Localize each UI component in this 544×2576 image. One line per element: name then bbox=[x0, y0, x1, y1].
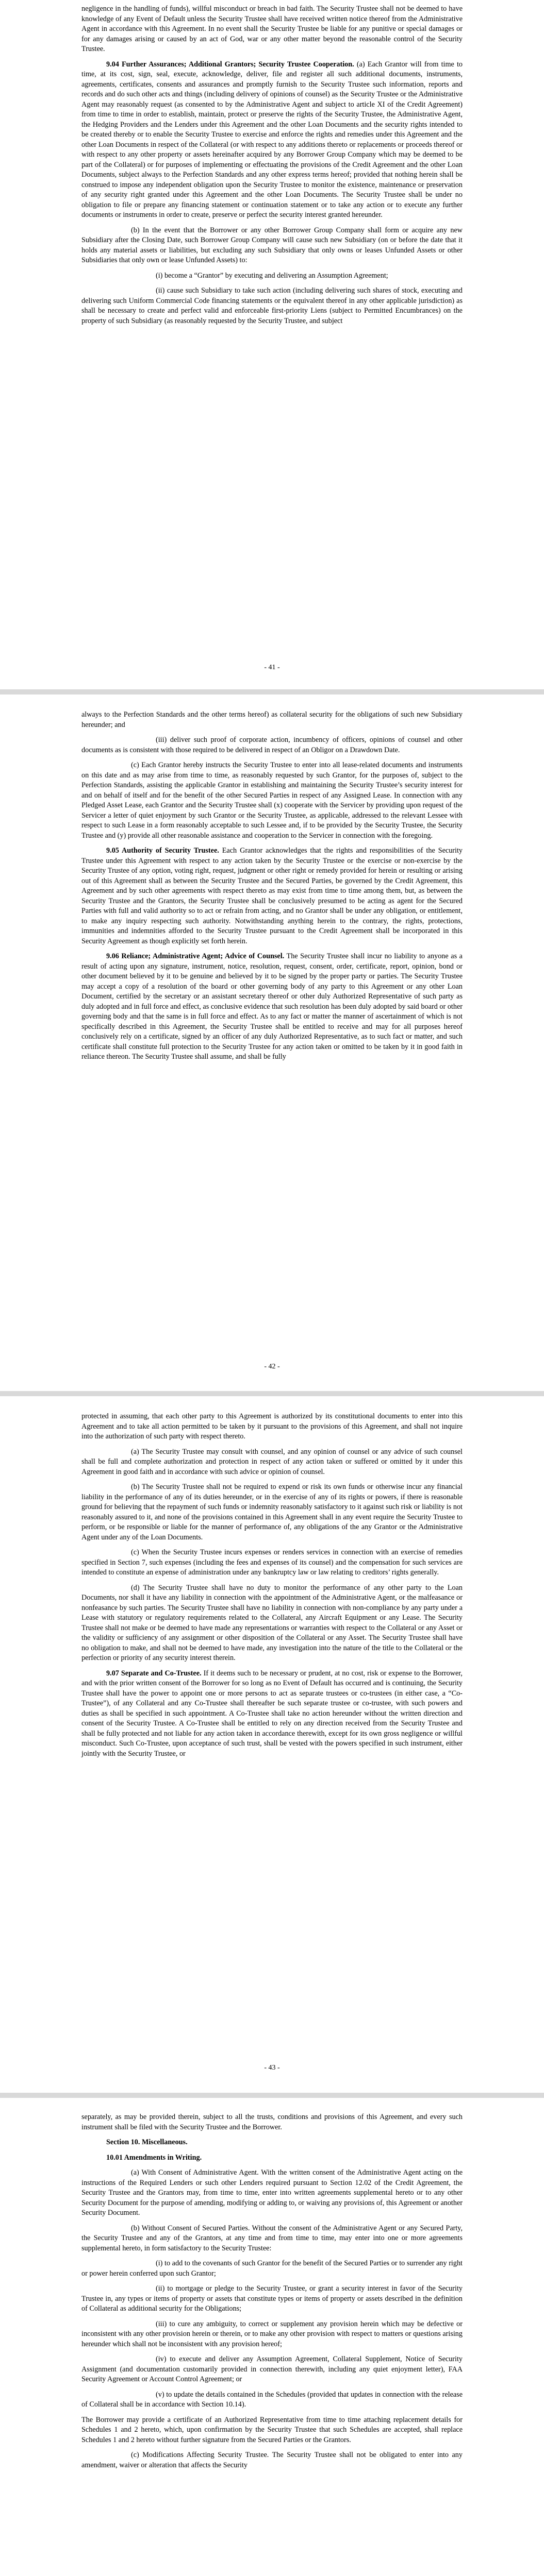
section-heading: 9.06 Reliance; Administrative Agent; Advice of Counsel. bbox=[106, 952, 285, 960]
page-41 bbox=[0, 4, 544, 331]
page-43 bbox=[0, 1412, 544, 1764]
page-number: - 42 - bbox=[264, 1363, 280, 1370]
paragraph: (iii) to cure any ambiguity, to correct or supplement any provision herein which may be defective or inconsistent with any other provision herein or therein, or to make any other provision with respect to matters or questions arising hereunder which shall not be inconsistent with any provision hereof; bbox=[81, 2319, 463, 2348]
section-heading: Section 10. Miscellaneous. bbox=[106, 2138, 188, 2146]
section-10-heading bbox=[81, 2138, 463, 2148]
paragraph-9-06 bbox=[81, 952, 463, 1062]
page-44 bbox=[0, 2112, 544, 2476]
paragraph: (c) When the Security Trustee incurs expenses or renders services in connection with an exercise of remedies specified in Section 7, such expenses (including the fees and expenses of its counsel) and the compensation for such services are intended to constitute an expense of administration under any bankruptcy law or law relating to creditors’ rights generally. bbox=[81, 1548, 463, 1577]
page-separator bbox=[0, 1391, 544, 1396]
paragraph: (v) to update the details contained in the Schedules (provided that updates in connection with the release of Collateral shall be in accordance with Section 10.14). bbox=[81, 2390, 463, 2409]
section-10-01-heading bbox=[81, 2153, 463, 2163]
paragraph-text: The Security Trustee shall incur no liability to anyone as a result of acting upon any signature, instrument, notice, resolution, request, consent, order, certificate, report, opinion, bond or other document believed by it to be genuine and believed by it to be signed by the proper party or parties. The Security Trustee may accept a copy of a resolution of the board or other governing body of any party to this Agreement or any other Loan Document, certified by the secretary or an assistant secretary thereof or other duly Authorized Representative of such party as duly adopted and in full force and effect, as conclusive evidence that such resolution has been duly adopted by said board or other governing body and that the same is in full force and effect. As to any fact or matter the manner of ascertainment of which is not specifically described in this Agreement, the Security Trustee shall be entitled to receive and may for all purposes hereof conclusively rely on a certificate, signed by an officer of any duly Authorized Representative, as to such fact or matter, and such certificate shall constitute full protection to the Security Trustee for any action taken or omitted to be taken by it in good faith in reliance thereon. The Security Trustee shall assume, and shall be fully bbox=[81, 952, 463, 1061]
paragraph: (b) Without Consent of Secured Parties. Without the consent of the Administrative Agent or any Secured Party, the Security Trustee and any of the Grantors, at any time and from time to time, may enter into one or more agreements supplemental hereto, in form satisfactory to the Security Trustee: bbox=[81, 2224, 463, 2252]
paragraph: (ii) to mortgage or pledge to the Security Trustee, or grant a security interest in favor of the Security Trustee in, any types or items of property or assets that constitute types or items of property or assets described in the definition of Collateral as additional security for the Obligations; bbox=[81, 2284, 463, 2313]
paragraph: (i) become a “Grantor” by executing and delivering an Assumption Agreement; bbox=[156, 271, 388, 280]
paragraph: (b) The Security Trustee shall not be required to expend or risk its own funds or otherwise incur any financial liability in the performance of any of its duties hereunder, or in the exercise of any of its rights or powers, if there is reasonable ground for believing that the repayment of such funds or indemnity reasonably satisfactory to it against such risk or liability is not reasonably assured to it, and none of the provisions contained in this Agreement shall in any event require the Security Trustee to perform, or be responsible or liable for the manner of performance of, any obligations of the any Grantor or the Administrative Agent under any of the Loan Documents. bbox=[81, 1483, 463, 1541]
paragraph: (a) With Consent of Administrative Agent. With the written consent of the Administrative Agent acting on the instructions of the Required Lenders or such other Lenders required pursuant to Section 12.02 of the Credit Agreement, the Security Trustee and the Grantors may, from time to time, enter into written agreements supplemental hereto or to any other Security Document for the purpose of amending, modifying or adding to, or waiving any provisions of, this Agreement or another Security Document. bbox=[81, 2168, 463, 2217]
section-heading: 10.01 Amendments in Writing. bbox=[106, 2153, 202, 2162]
paragraph: (i) to add to the covenants of such Grantor for the benefit of the Secured Parties or to surrender any right or power herein conferred upon such Grantor; bbox=[81, 2259, 463, 2278]
paragraph: (iv) to execute and deliver any Assumption Agreement, Collateral Supplement, Notice of Security Assignment (and documentation customarily provided in connection therewith, including any quiet enjoyment letter), FAA Security Agreement or Account Control Agreement; or bbox=[81, 2355, 463, 2383]
paragraph-text: Each Grantor acknowledges that the rights and responsibilities of the Security Trustee under this Agreement with respect to any action taken by the Security Trustee or the exercise or non-exercise by the Security Trustee of any option, voting right, request, judgment or other right or remedy provided for herein or resulting or arising out of this Agreement shall as between the Security Trustee and the Secured Parties, be governed by the Credit Agreement, this Agreement and by such other agreements with respect thereto as may exist from time to time among them, but, as between the Security Trustee and the Grantors, the Security Trustee shall be conclusively presumed to be acting as agent for the Secured Parties with full and valid authority so to act or refrain from acting, and no Grantor shall be under any obligation, or entitlement, to make any inquiry respecting such authority. Notwithstanding anything herein to the contrary, the rights, protections, immunities and indemnities afforded to the Security Trustee pursuant to the Credit Agreement shall be incorporated in this Security Agreement as though explicitly set forth herein. bbox=[81, 846, 463, 945]
section-heading: 9.07 Separate and Co-Trustee. bbox=[106, 1669, 202, 1677]
page-number: - 43 - bbox=[264, 2064, 280, 2072]
page-separator bbox=[0, 2093, 544, 2098]
section-heading: 9.05 Authority of Security Trustee. bbox=[106, 846, 219, 855]
paragraph-text: (a) Each Grantor will from time to time, at its cost, sign, seal, execute, acknowledge, deliver, file and register all such additional documents, instruments, agreements, certificates, consents and assurances and promptly furnish to the Security Trustee such information, reports and records and do such other acts and things (including delivery of opinions of counsel) as the Security Trustee or the Administrative Agent may reasonably request (as consented to by the Administrative Agent and subject to article XI of the Credit Agreement) from time to time in order to establish, maintain, protect or preserve the rights of the Security Trustee, the Administrative Agent, the Hedging Providers and the Lenders under this Agreement and the other Loan Documents and the security rights intended to be created thereby or to enable the Security Trustee to exercise and enforce the rights and remedies under this Agreement and the other Loan Documents in respect of the Collateral (or with respect to any additions thereto or replacements or proceeds thereof or with respect to any other property or assets hereinafter acquired by any Borrower Group Company which may be deemed to be part of the Collateral) or for purposes of implementing or effectuating the provisions of the Credit Agreement and the other Loan Documents, subject always to the Perfection Standards and any other express terms hereof; provided that nothing herein shall be construed to impose any independent obligation upon the Security Trustee to monitor the existence, maintenance or preservation of any security right granted under this Agreement and the other Loan Documents. The Security Trustee shall be under no obligation to file or prepare any financing statement or continuation statement or to take any action or to execute any further documents or instruments in order to create, preserve or perfect the security interest granted hereunder. bbox=[81, 60, 463, 219]
paragraph: (b) In the event that the Borrower or any other Borrower Group Company shall form or acquire any new Subsidiary after the Closing Date, such Borrower Group Company will cause such new Subsidiary (on or before the date that it holds any material assets or liabilities, but excluding any such Subsidiary that only owns or leases Unfunded Assets or other Subsidiaries that only own or lease Unfunded Assets) to: bbox=[81, 226, 463, 264]
paragraph: separately, as may be provided therein, subject to all the trusts, conditions and provisions of this Agreement, and every such instrument shall be filed with the Security Trustee and the Borrower. bbox=[81, 2113, 463, 2131]
paragraph-9-07 bbox=[81, 1669, 463, 1759]
paragraph: (ii) cause such Subsidiary to take such action (including delivering such shares of stock, executing and delivering such Uniform Commercial Code financing statements or the equivalent thereof in any other applicable jurisdiction) as shall be necessary to create and perfect valid and enforceable first-priority Liens (subject to Permitted Encumbrances) on the property of such Subsidiary (as reasonably requested by the Security Trustee, and subject bbox=[81, 286, 463, 325]
paragraph-9-04 bbox=[81, 60, 463, 221]
paragraph-9-05 bbox=[81, 846, 463, 946]
page-number: - 41 - bbox=[264, 664, 280, 671]
paragraph: (c) Modifications Affecting Security Trustee. The Security Trustee shall not be obligated to enter into any amendment, waiver or alteration that affects the Security bbox=[81, 2451, 463, 2469]
page-separator bbox=[0, 689, 544, 694]
paragraph: negligence in the handling of funds), willful misconduct or breach in bad faith. The Security Trustee shall not be deemed to have knowledge of any Event of Default unless the Security Trustee shall have received written notice thereof from the Administrative Agent in accordance with this Agreement. In no event shall the Security Trustee be liable for any punitive or special damages or for any damages arising or caused by an act of God, war or any other matter beyond the reasonable control of the Security Trustee. bbox=[81, 5, 463, 53]
paragraph: (c) Each Grantor hereby instructs the Security Trustee to enter into all lease-related documents and instruments on this date and as may arise from time to time, as reasonably requested by such Grantor, for the purposes of, subject to the Perfection Standards, assisting the applicable Grantor in establishing and maintaining the Security Trustee’s security interest for and on behalf of itself and for the benefit of the other Secured Parties in respect of any Assigned Lease. In connection with any Pledged Asset Lease, each Grantor and the Security Trustee shall (x) cooperate with the Servicer by providing upon request of the Servicer a letter of quiet enjoyment by such Grantor or the Security Trustee, as applicable, addressed to the relevant Lessee with respect to such Lease in a form reasonably acceptable to such Lessee and, if to be provided by the Security Trustee, the Security Trustee and (y) provide all other reasonable assistance and cooperation to the Servicer in connection with the foregoing. bbox=[81, 761, 463, 840]
paragraph: protected in assuming, that each other party to this Agreement is authorized by its constitutional documents to enter into this Agreement and to take all action permitted to be taken by it pursuant to the provisions of this Agreement, and shall not inquire into the authorization of such party with respect thereto. bbox=[81, 1412, 463, 1440]
page-42 bbox=[0, 710, 544, 1067]
paragraph-text: If it deems such to be necessary or prudent, at no cost, risk or expense to the Borrower, and with the prior written consent of the Borrower for so long as no Event of Default has occurred and is continuing, the Security Trustee shall have the power to appoint one or more persons to act as separate trustees or co-trustees (in either case, a “Co-Trustee”), of any Collateral and any Co-Trustee shall thereafter be such separate trustee or co-trustee, with such powers and duties as shall be specified in such appointment. A Co-Trustee shall take no action hereunder without the written direction and consent of the Security Trustee. A Co-Trustee shall be entitled to rely on any direction received from the Security Trustee and shall be fully protected and not liable for any action taken in accordance therewith, except for its own gross negligence or willful misconduct. Such Co-Trustee, upon acceptance of such trust, shall be vested with the powers specified in such instrument, either jointly with the Security Trustee, or bbox=[81, 1669, 463, 1758]
section-heading: 9.04 Further Assurances; Additional Grantors; Security Trustee Cooperation. bbox=[106, 60, 354, 69]
paragraph: (a) The Security Trustee may consult with counsel, and any opinion of counsel or any advice of such counsel shall be full and complete authorization and protection in respect of any action taken or suffered or omitted by it under this Agreement in good faith and in accordance with such advice or opinion of counsel. bbox=[81, 1447, 463, 1476]
paragraph: (iii) deliver such proof of corporate action, incumbency of officers, opinions of counsel and other documents as is consistent with those required to be delivered in respect of an Obligor on a Drawdown Date. bbox=[81, 736, 463, 754]
paragraph: The Borrower may provide a certificate of an Authorized Representative from time to time attaching replacement details for Schedules 1 and 2 hereto, which, upon confirmation by the Security Trustee that such Schedules are accepted, shall replace Schedules 1 and 2 hereto without further signature from the Secured Parties or the Grantors. bbox=[81, 2415, 463, 2444]
paragraph: always to the Perfection Standards and the other terms hereof) as collateral security for the obligations of such new Subsidiary hereunder; and bbox=[81, 710, 463, 729]
paragraph: (d) The Security Trustee shall have no duty to monitor the performance of any other party to the Loan Documents, nor shall it have any liability in connection with the appointment of the Administrative Agent, or the malfeasance or nonfeasance by such parties. The Security Trustee shall have no liability in connection with non-compliance by any party under a Lease with statutory or regulatory requirements related to the Collateral, any Aircraft Equipment or any Lease. The Security Trustee shall not make or be deemed to have made any representations or warranties with respect to the Collateral or any Asset or the validity or sufficiency of any assignment or other disposition of the Collateral or any Asset. The Security Trustee shall have no obligation to make, and shall not be deemed to have made, any investigation into the nature of the title to the Collateral or the perfection or priority of any security interest therein. bbox=[81, 1583, 463, 1662]
